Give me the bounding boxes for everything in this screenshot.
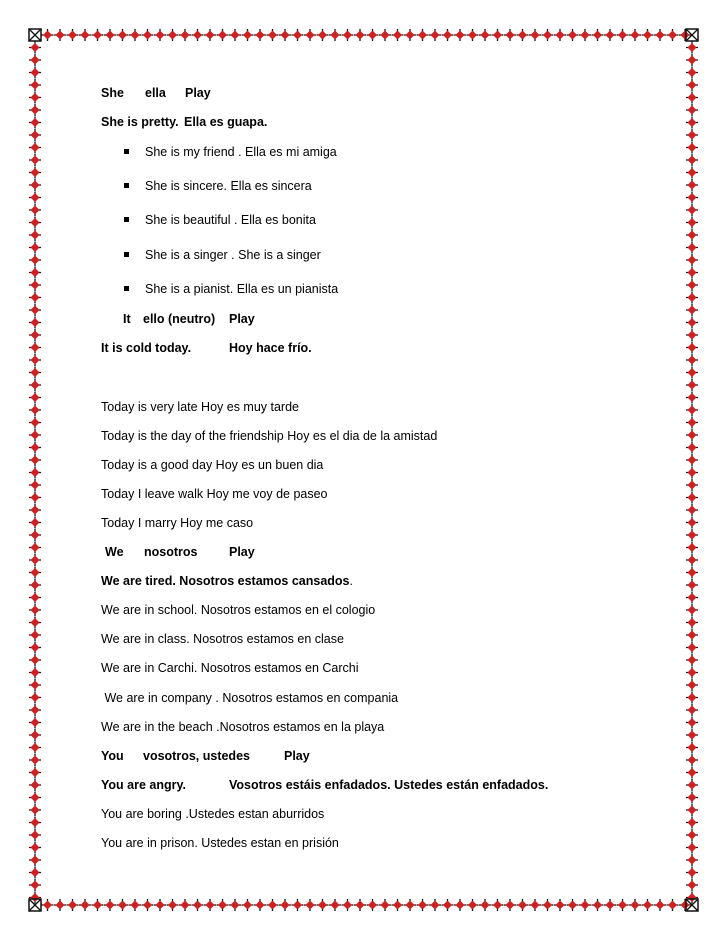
decorative-diamond-border-icon <box>304 899 316 911</box>
bullet-icon <box>124 183 129 188</box>
she-bullet-item: She is beautiful . Ella es bonita <box>145 213 316 227</box>
decorative-diamond-border-icon <box>54 899 66 911</box>
decorative-diamond-border-icon <box>29 654 41 666</box>
we-example-english: We are tired. <box>101 574 176 588</box>
decorative-diamond-border-icon <box>29 792 41 804</box>
decorative-diamond-border-icon <box>92 29 104 41</box>
decorative-diamond-border-icon <box>29 592 41 604</box>
decorative-diamond-border-icon <box>429 29 441 41</box>
decorative-diamond-border-icon <box>229 899 241 911</box>
decorative-diamond-border-icon <box>567 899 579 911</box>
decorative-diamond-border-icon <box>254 29 266 41</box>
decorative-diamond-border-icon <box>242 899 254 911</box>
decorative-diamond-border-icon <box>29 204 41 216</box>
decorative-diamond-border-icon <box>686 117 698 129</box>
decorative-diamond-border-icon <box>117 899 129 911</box>
decorative-diamond-border-icon <box>29 54 41 66</box>
decorative-diamond-border-icon <box>686 204 698 216</box>
decorative-diamond-border-icon <box>29 29 41 41</box>
decorative-diamond-border-icon <box>592 29 604 41</box>
decorative-diamond-border-icon <box>592 899 604 911</box>
decorative-diamond-border-icon <box>686 229 698 241</box>
decorative-diamond-border-icon <box>686 279 698 291</box>
decorative-diamond-border-icon <box>686 192 698 204</box>
decorative-diamond-border-icon <box>686 704 698 716</box>
decorative-diamond-border-icon <box>267 29 279 41</box>
decorative-diamond-border-icon <box>686 292 698 304</box>
decorative-diamond-border-icon <box>29 217 41 229</box>
decorative-diamond-border-icon <box>29 279 41 291</box>
decorative-diamond-border-icon <box>517 29 529 41</box>
we-pronoun: We <box>105 545 124 559</box>
she-bullet-item: She is sincere. Ella es sincera <box>145 179 312 193</box>
decorative-diamond-border-icon <box>686 617 698 629</box>
decorative-diamond-border-icon <box>686 879 698 891</box>
decorative-diamond-border-icon <box>686 454 698 466</box>
decorative-diamond-border-icon <box>686 692 698 704</box>
decorative-diamond-border-icon <box>686 479 698 491</box>
decorative-diamond-border-icon <box>686 817 698 829</box>
decorative-diamond-border-icon <box>517 899 529 911</box>
decorative-diamond-border-icon <box>642 29 654 41</box>
decorative-diamond-border-icon <box>79 29 91 41</box>
we-example <box>101 573 353 589</box>
decorative-diamond-border-icon <box>267 899 279 911</box>
decorative-diamond-border-icon <box>29 817 41 829</box>
decorative-diamond-border-icon <box>367 29 379 41</box>
we-spanish: nosotros <box>144 545 198 559</box>
decorative-diamond-border-icon <box>179 899 191 911</box>
decorative-diamond-border-icon <box>29 242 41 254</box>
decorative-diamond-border-icon <box>686 642 698 654</box>
decorative-diamond-border-icon <box>686 92 698 104</box>
decorative-diamond-border-icon <box>129 29 141 41</box>
decorative-diamond-border-icon <box>29 392 41 404</box>
decorative-diamond-border-icon <box>179 29 191 41</box>
we-example-period: . <box>349 574 353 588</box>
we-line: We are in the beach .Nosotros estamos en la playa <box>101 720 385 734</box>
decorative-diamond-border-icon <box>29 192 41 204</box>
decorative-diamond-border-icon <box>29 429 41 441</box>
decorative-diamond-border-icon <box>686 829 698 841</box>
decorative-diamond-border-icon <box>429 899 441 911</box>
decorative-diamond-border-icon <box>604 29 616 41</box>
decorative-diamond-border-icon <box>317 29 329 41</box>
decorative-diamond-border-icon <box>29 117 41 129</box>
decorative-diamond-border-icon <box>129 899 141 911</box>
today-line: Today I marry Hoy me caso <box>101 516 254 530</box>
decorative-diamond-border-icon <box>192 899 204 911</box>
bullet-icon <box>124 217 129 222</box>
decorative-diamond-border-icon <box>342 29 354 41</box>
decorative-diamond-border-icon <box>686 467 698 479</box>
decorative-diamond-border-icon <box>29 467 41 479</box>
decorative-diamond-border-icon <box>29 704 41 716</box>
decorative-diamond-border-icon <box>279 899 291 911</box>
decorative-diamond-border-icon <box>686 167 698 179</box>
decorative-diamond-border-icon <box>79 899 91 911</box>
decorative-diamond-border-icon <box>679 899 691 911</box>
decorative-diamond-border-icon <box>629 899 641 911</box>
decorative-diamond-border-icon <box>417 29 429 41</box>
she-pronoun: She <box>101 86 124 100</box>
decorative-diamond-border-icon <box>686 554 698 566</box>
decorative-diamond-border-icon <box>67 899 79 911</box>
decorative-diamond-border-icon <box>117 29 129 41</box>
decorative-diamond-border-icon <box>654 29 666 41</box>
decorative-diamond-border-icon <box>29 504 41 516</box>
decorative-diamond-border-icon <box>29 179 41 191</box>
decorative-diamond-border-icon <box>686 504 698 516</box>
decorative-diamond-border-icon <box>29 229 41 241</box>
decorative-diamond-border-icon <box>686 492 698 504</box>
decorative-diamond-border-icon <box>686 342 698 354</box>
decorative-diamond-border-icon <box>529 899 541 911</box>
decorative-diamond-border-icon <box>29 154 41 166</box>
decorative-diamond-border-icon <box>29 354 41 366</box>
decorative-diamond-border-icon <box>167 29 179 41</box>
you-example-english: You are angry. <box>101 778 186 792</box>
decorative-diamond-border-icon <box>404 899 416 911</box>
decorative-diamond-border-icon <box>29 79 41 91</box>
decorative-diamond-border-icon <box>492 899 504 911</box>
decorative-diamond-border-icon <box>686 442 698 454</box>
decorative-diamond-border-icon <box>454 29 466 41</box>
decorative-diamond-border-icon <box>686 792 698 804</box>
decorative-diamond-border-icon <box>686 179 698 191</box>
decorative-diamond-border-icon <box>254 899 266 911</box>
decorative-diamond-border-icon <box>686 54 698 66</box>
decorative-diamond-border-icon <box>29 867 41 879</box>
decorative-diamond-border-icon <box>29 679 41 691</box>
decorative-diamond-border-icon <box>686 379 698 391</box>
decorative-diamond-border-icon <box>29 367 41 379</box>
decorative-diamond-border-icon <box>29 854 41 866</box>
decorative-diamond-border-icon <box>217 29 229 41</box>
decorative-diamond-border-icon <box>492 29 504 41</box>
decorative-diamond-border-icon <box>29 492 41 504</box>
decorative-diamond-border-icon <box>29 667 41 679</box>
decorative-diamond-border-icon <box>542 29 554 41</box>
bullet-icon <box>124 286 129 291</box>
she-spanish: ella <box>145 86 166 100</box>
decorative-diamond-border-icon <box>617 29 629 41</box>
decorative-diamond-border-icon <box>29 779 41 791</box>
decorative-diamond-border-icon <box>686 779 698 791</box>
decorative-diamond-border-icon <box>604 899 616 911</box>
decorative-diamond-border-icon <box>204 29 216 41</box>
decorative-diamond-border-icon <box>654 899 666 911</box>
we-line: We are in company . Nosotros estamos en compania <box>101 691 399 705</box>
decorative-diamond-border-icon <box>686 754 698 766</box>
decorative-diamond-border-icon <box>686 267 698 279</box>
decorative-diamond-border-icon <box>29 67 41 79</box>
decorative-diamond-border-icon <box>104 899 116 911</box>
decorative-diamond-border-icon <box>29 167 41 179</box>
decorative-diamond-border-icon <box>304 29 316 41</box>
decorative-diamond-border-icon <box>686 42 698 54</box>
decorative-diamond-border-icon <box>542 899 554 911</box>
it-example-english: It is cold today. <box>101 341 192 355</box>
decorative-diamond-border-icon <box>686 304 698 316</box>
decorative-diamond-border-icon <box>292 29 304 41</box>
decorative-diamond-border-icon <box>667 29 679 41</box>
today-line: Today is very late Hoy es muy tarde <box>101 400 299 414</box>
decorative-diamond-border-icon <box>686 717 698 729</box>
decorative-diamond-border-icon <box>29 692 41 704</box>
bullet-icon <box>124 149 129 154</box>
decorative-diamond-border-icon <box>29 267 41 279</box>
decorative-diamond-border-icon <box>354 29 366 41</box>
decorative-diamond-border-icon <box>417 899 429 911</box>
decorative-diamond-border-icon <box>686 129 698 141</box>
decorative-diamond-border-icon <box>29 842 41 854</box>
decorative-diamond-border-icon <box>629 29 641 41</box>
decorative-diamond-border-icon <box>479 899 491 911</box>
decorative-diamond-border-icon <box>292 899 304 911</box>
decorative-diamond-border-icon <box>42 899 54 911</box>
decorative-diamond-border-icon <box>686 592 698 604</box>
decorative-diamond-border-icon <box>229 29 241 41</box>
decorative-diamond-border-icon <box>686 529 698 541</box>
decorative-diamond-border-icon <box>504 899 516 911</box>
decorative-diamond-border-icon <box>29 454 41 466</box>
decorative-diamond-border-icon <box>29 404 41 416</box>
decorative-diamond-border-icon <box>329 29 341 41</box>
decorative-diamond-border-icon <box>29 92 41 104</box>
decorative-diamond-border-icon <box>29 304 41 316</box>
decorative-diamond-border-icon <box>29 579 41 591</box>
you-pronoun: You <box>101 749 124 763</box>
decorative-diamond-border-icon <box>29 42 41 54</box>
decorative-diamond-border-icon <box>279 29 291 41</box>
decorative-diamond-border-icon <box>686 729 698 741</box>
decorative-diamond-border-icon <box>686 517 698 529</box>
decorative-diamond-border-icon <box>29 642 41 654</box>
decorative-diamond-border-icon <box>29 292 41 304</box>
decorative-diamond-border-icon <box>29 829 41 841</box>
you-play-link[interactable]: Play <box>284 749 310 763</box>
decorative-diamond-border-icon <box>42 29 54 41</box>
decorative-diamond-border-icon <box>667 899 679 911</box>
we-example-spanish: Nosotros estamos cansados <box>179 574 350 588</box>
decorative-diamond-border-icon <box>29 567 41 579</box>
it-play-link[interactable]: Play <box>229 312 255 326</box>
decorative-diamond-border-icon <box>686 329 698 341</box>
she-play-link[interactable]: Play <box>185 86 211 100</box>
decorative-diamond-border-icon <box>679 29 691 41</box>
decorative-diamond-border-icon <box>29 879 41 891</box>
decorative-diamond-border-icon <box>686 404 698 416</box>
it-spanish: ello (neutro) <box>143 312 216 326</box>
decorative-diamond-border-icon <box>29 129 41 141</box>
decorative-diamond-border-icon <box>142 899 154 911</box>
decorative-diamond-border-icon <box>686 604 698 616</box>
decorative-diamond-border-icon <box>142 29 154 41</box>
decorative-diamond-border-icon <box>29 554 41 566</box>
decorative-diamond-border-icon <box>29 417 41 429</box>
decorative-diamond-border-icon <box>686 867 698 879</box>
decorative-diamond-border-icon <box>392 29 404 41</box>
decorative-diamond-border-icon <box>167 899 179 911</box>
decorative-diamond-border-icon <box>29 742 41 754</box>
decorative-diamond-border-icon <box>686 104 698 116</box>
she-example-english: She is pretty. <box>101 115 179 129</box>
decorative-diamond-border-icon <box>317 899 329 911</box>
decorative-diamond-border-icon <box>29 517 41 529</box>
decorative-diamond-border-icon <box>686 317 698 329</box>
decorative-diamond-border-icon <box>329 899 341 911</box>
decorative-diamond-border-icon <box>29 767 41 779</box>
decorative-diamond-border-icon <box>686 742 698 754</box>
decorative-diamond-border-icon <box>29 529 41 541</box>
decorative-diamond-border-icon <box>686 217 698 229</box>
decorative-diamond-border-icon <box>442 29 454 41</box>
decorative-diamond-border-icon <box>467 899 479 911</box>
decorative-diamond-border-icon <box>29 604 41 616</box>
decorative-diamond-border-icon <box>686 142 698 154</box>
it-pronoun: It <box>123 312 131 326</box>
decorative-diamond-border-icon <box>392 899 404 911</box>
decorative-diamond-border-icon <box>29 617 41 629</box>
decorative-diamond-border-icon <box>642 899 654 911</box>
decorative-diamond-border-icon <box>686 354 698 366</box>
decorative-diamond-border-icon <box>686 654 698 666</box>
decorative-diamond-border-icon <box>567 29 579 41</box>
decorative-diamond-border-icon <box>217 899 229 911</box>
we-line: We are in school. Nosotros estamos en el cologio <box>101 603 376 617</box>
decorative-diamond-border-icon <box>686 842 698 854</box>
decorative-diamond-border-icon <box>29 479 41 491</box>
decorative-diamond-border-icon <box>342 899 354 911</box>
today-line: Today is the day of the friendship Hoy es el dia de la amistad <box>101 429 438 443</box>
decorative-diamond-border-icon <box>686 417 698 429</box>
you-line: You are in prison. Ustedes estan en prisión <box>101 836 339 850</box>
decorative-diamond-border-icon <box>529 29 541 41</box>
decorative-diamond-border-icon <box>579 899 591 911</box>
today-line: Today I leave walk Hoy me voy de paseo <box>101 487 328 501</box>
decorative-diamond-border-icon <box>554 899 566 911</box>
you-spanish: vosotros, ustedes <box>143 749 250 763</box>
we-line: We are in class. Nosotros estamos en clase <box>101 632 344 646</box>
decorative-diamond-border-icon <box>686 542 698 554</box>
decorative-diamond-border-icon <box>686 854 698 866</box>
decorative-diamond-border-icon <box>554 29 566 41</box>
decorative-diamond-border-icon <box>154 899 166 911</box>
you-line: You are boring .Ustedes estan aburridos <box>101 807 325 821</box>
decorative-diamond-border-icon <box>686 767 698 779</box>
decorative-diamond-border-icon <box>29 629 41 641</box>
it-example-spanish: Hoy hace frío. <box>229 341 312 355</box>
decorative-diamond-border-icon <box>29 729 41 741</box>
decorative-diamond-border-icon <box>686 629 698 641</box>
decorative-diamond-border-icon <box>686 254 698 266</box>
decorative-diamond-border-icon <box>29 329 41 341</box>
decorative-diamond-border-icon <box>242 29 254 41</box>
decorative-diamond-border-icon <box>29 717 41 729</box>
decorative-diamond-border-icon <box>29 754 41 766</box>
decorative-diamond-border-icon <box>92 899 104 911</box>
she-bullet-item: She is a singer . She is a singer <box>145 248 321 262</box>
we-play-link[interactable]: Play <box>229 545 255 559</box>
decorative-diamond-border-icon <box>29 104 41 116</box>
decorative-diamond-border-icon <box>454 899 466 911</box>
decorative-diamond-border-icon <box>379 899 391 911</box>
decorative-diamond-border-icon <box>29 142 41 154</box>
decorative-diamond-border-icon <box>67 29 79 41</box>
decorative-diamond-border-icon <box>617 899 629 911</box>
decorative-diamond-border-icon <box>404 29 416 41</box>
decorative-diamond-border-icon <box>686 567 698 579</box>
decorative-diamond-border-icon <box>686 67 698 79</box>
decorative-diamond-border-icon <box>29 379 41 391</box>
decorative-diamond-border-icon <box>29 442 41 454</box>
decorative-diamond-border-icon <box>686 154 698 166</box>
decorative-diamond-border-icon <box>479 29 491 41</box>
we-line: We are in Carchi. Nosotros estamos en Carchi <box>101 661 359 675</box>
decorative-diamond-border-icon <box>29 254 41 266</box>
decorative-diamond-border-icon <box>686 429 698 441</box>
decorative-diamond-border-icon <box>686 804 698 816</box>
decorative-diamond-border-icon <box>367 899 379 911</box>
decorative-diamond-border-icon <box>686 242 698 254</box>
decorative-diamond-border-icon <box>442 899 454 911</box>
today-line: Today is a good day Hoy es un buen dia <box>101 458 324 472</box>
she-bullet-item: She is a pianist. Ella es un pianista <box>145 282 339 296</box>
decorative-diamond-border-icon <box>686 679 698 691</box>
decorative-diamond-border-icon <box>29 542 41 554</box>
decorative-diamond-border-icon <box>686 367 698 379</box>
you-example-spanish: Vosotros estáis enfadados. Ustedes están enfadados. <box>229 778 549 792</box>
decorative-diamond-border-icon <box>686 667 698 679</box>
decorative-diamond-border-icon <box>504 29 516 41</box>
bullet-icon <box>124 252 129 257</box>
decorative-diamond-border-icon <box>154 29 166 41</box>
decorative-diamond-border-icon <box>579 29 591 41</box>
decorative-diamond-border-icon <box>29 804 41 816</box>
decorative-diamond-border-icon <box>354 899 366 911</box>
decorative-diamond-border-icon <box>192 29 204 41</box>
decorative-diamond-border-icon <box>104 29 116 41</box>
decorative-diamond-border-icon <box>686 392 698 404</box>
decorative-diamond-border-icon <box>204 899 216 911</box>
decorative-diamond-border-icon <box>686 579 698 591</box>
decorative-diamond-border-icon <box>29 317 41 329</box>
decorative-diamond-border-icon <box>29 342 41 354</box>
decorative-diamond-border-icon <box>379 29 391 41</box>
decorative-diamond-border-icon <box>54 29 66 41</box>
she-bullet-item: She is my friend . Ella es mi amiga <box>145 145 337 159</box>
decorative-diamond-border-icon <box>686 79 698 91</box>
decorative-diamond-border-icon <box>467 29 479 41</box>
she-example-spanish: Ella es guapa. <box>184 115 268 129</box>
